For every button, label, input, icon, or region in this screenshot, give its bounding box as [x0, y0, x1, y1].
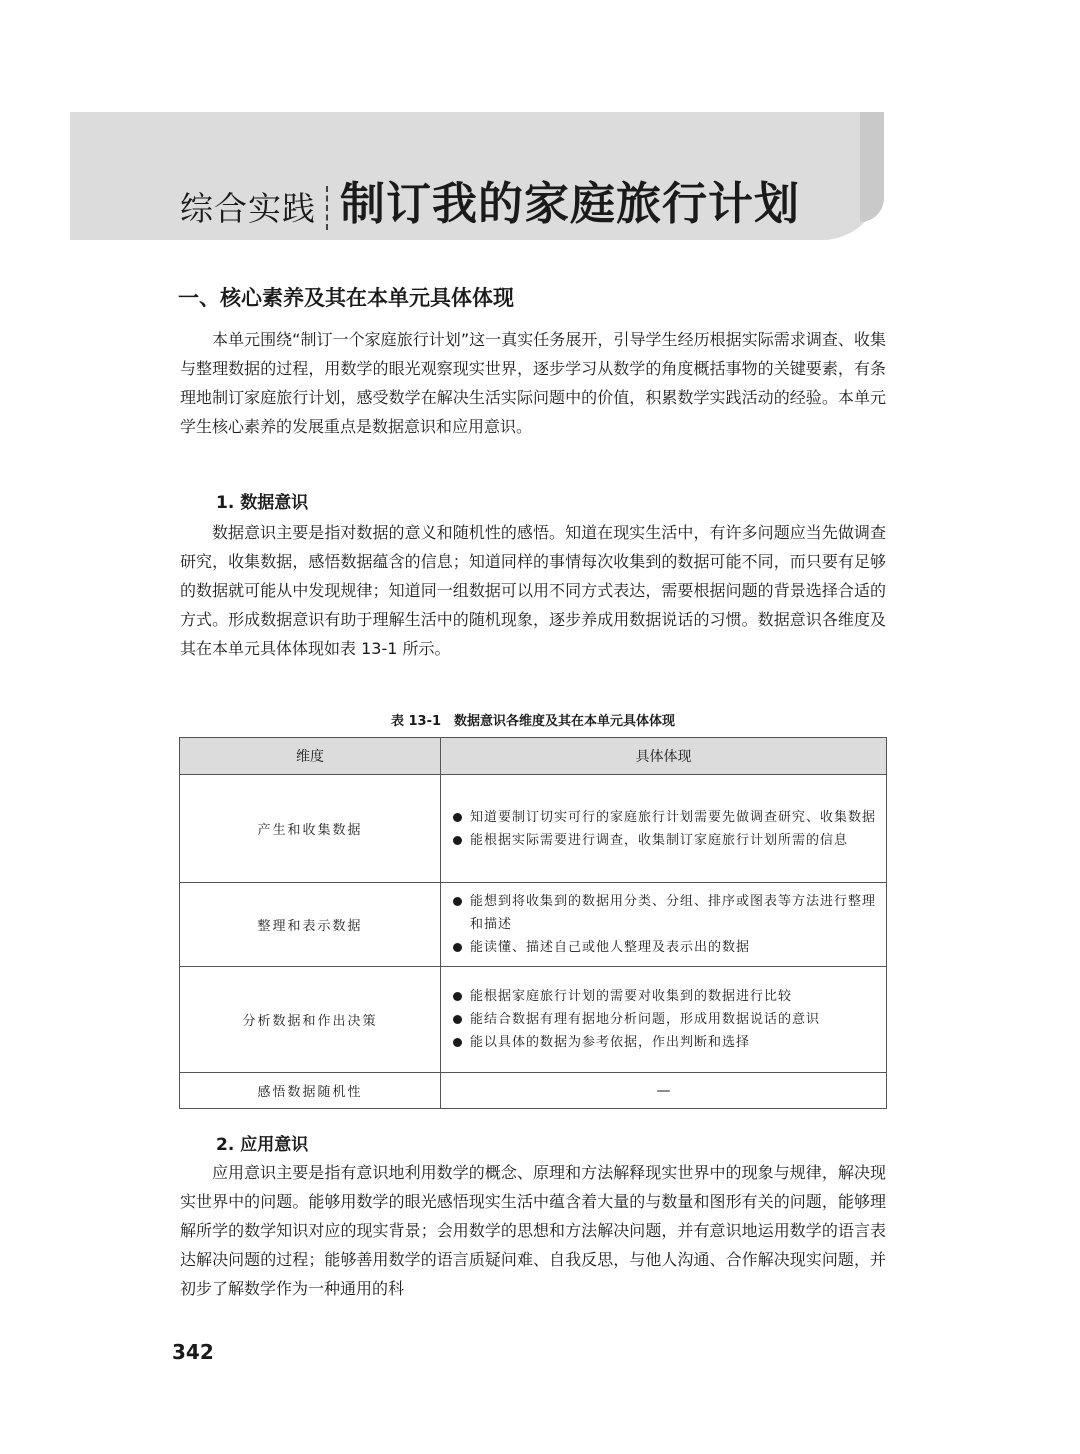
header-detail: 具体体现 [441, 738, 887, 775]
application-awareness-paragraph: 应用意识主要是指有意识地利用数学的概念、原理和方法解释现实世界中的现象与规律，解决现实世界中的问题。能够用数学的眼光感悟现实生活中蕴含着大量的与数量和图形有关的问题，能够理解所学的数学知识对应的现实背景；会用数学的思想和方法解决问题，并有意识地运用数学的语言表达解决问题的过程；能够善用数学的语言质疑问难、自我反思，与他人沟通、合作解决现实问题，并初步了解数学作为一种通用的科 [180, 1163, 886, 1298]
bullet-item [453, 890, 876, 936]
bullet-item [453, 985, 876, 1008]
bullet-dot-icon [453, 992, 462, 1001]
row-detail [441, 775, 887, 883]
section-heading: 一、核心素养及其在本单元具体体现 [178, 286, 514, 310]
row-detail [441, 883, 887, 967]
subheading-data-awareness: 1. 数据意识 [216, 493, 309, 513]
row-dimension: 感悟数据随机性 [180, 1073, 441, 1109]
bullet-text: 能以具体的数据为参考依据，作出判断和选择 [470, 1035, 751, 1050]
title-divider [326, 186, 328, 230]
data-awareness-paragraph: 数据意识主要是指对数据的意义和随机性的感悟。知道在现实生活中，有许多问题应当先做调查研究，收集数据，感悟数据蕴含的信息；知道同样的事情每次收集到的数据可能不同，而只要有足够的数据就可能从中发现规律；知道同一组数据可以用不同方式表达，需要根据问题的背景选择合适的方式。形成数据意识有助于理解生活中的随机现象，逐步养成用数据说话的习惯。数据意识各维度及其在本单元具体体现如表 13-1 所示。 [180, 523, 886, 658]
title-main: 制订我的家庭旅行计划 [340, 177, 801, 230]
data-awareness-table [179, 737, 887, 1109]
title-prefix: 综合实践 [180, 189, 316, 228]
title-banner-shadow [860, 112, 884, 222]
table-row [180, 775, 887, 883]
row-detail [441, 967, 887, 1073]
bullet-item [453, 806, 876, 829]
bullet-dot-icon [453, 813, 462, 822]
table-row [180, 883, 887, 967]
table-row [180, 967, 887, 1073]
bullet-text: 知道要制订切实可行的家庭旅行计划需要先做调查研究、收集数据 [470, 809, 877, 825]
bullet-item [453, 1031, 876, 1054]
row-dimension: 分析数据和作出决策 [180, 967, 441, 1073]
bullet-dot-icon [453, 1015, 462, 1024]
table-header-row [180, 738, 887, 775]
bullet-dot-icon [453, 943, 462, 952]
header-dimension: 维度 [180, 738, 441, 775]
bullet-text: 能根据家庭旅行计划的需要对收集到的数据进行比较 [470, 989, 793, 1004]
bullet-dot-icon [453, 1038, 462, 1047]
bullet-item [453, 829, 876, 852]
bullet-dot-icon [453, 836, 462, 845]
page-number: 342 [172, 1340, 214, 1364]
page-title [180, 172, 800, 232]
bullet-text: 能想到将收集到的数据用分类、分组、排序或图表等方法进行整理和描述 [470, 894, 877, 932]
subheading-application-awareness: 2. 应用意识 [216, 1135, 309, 1155]
intro-paragraph: 本单元围绕“制订一个家庭旅行计划”这一真实任务展开，引导学生经历根据实际需求调查、收集与整理数据的过程，用数学的眼光观察现实世界，逐步学习从数学的角度概括事物的关键要素，有条理地制订家庭旅行计划，感受数学在解决生活实际问题中的价值，积累数学实践活动的经验。本单元学生核心素养的发展重点是数据意识和应用意识。 [180, 330, 886, 436]
table-caption: 表 13-1 数据意识各维度及其在本单元具体体现 [390, 714, 676, 729]
bullet-text: 能根据实际需要进行调查，收集制订家庭旅行计划所需的信息 [470, 832, 849, 848]
table-row [180, 1073, 887, 1109]
row-dimension: 整理和表示数据 [180, 883, 441, 967]
bullet-item [453, 1008, 876, 1031]
row-dimension: 产生和收集数据 [180, 775, 441, 883]
bullet-text: 能结合数据有理有据地分析问题，形成用数据说话的意识 [470, 1012, 821, 1027]
bullet-item [453, 936, 876, 959]
row-detail-empty: — [441, 1073, 887, 1109]
bullet-dot-icon [453, 897, 462, 906]
bullet-text: 能读懂、描述自己或他人整理及表示出的数据 [470, 940, 751, 955]
